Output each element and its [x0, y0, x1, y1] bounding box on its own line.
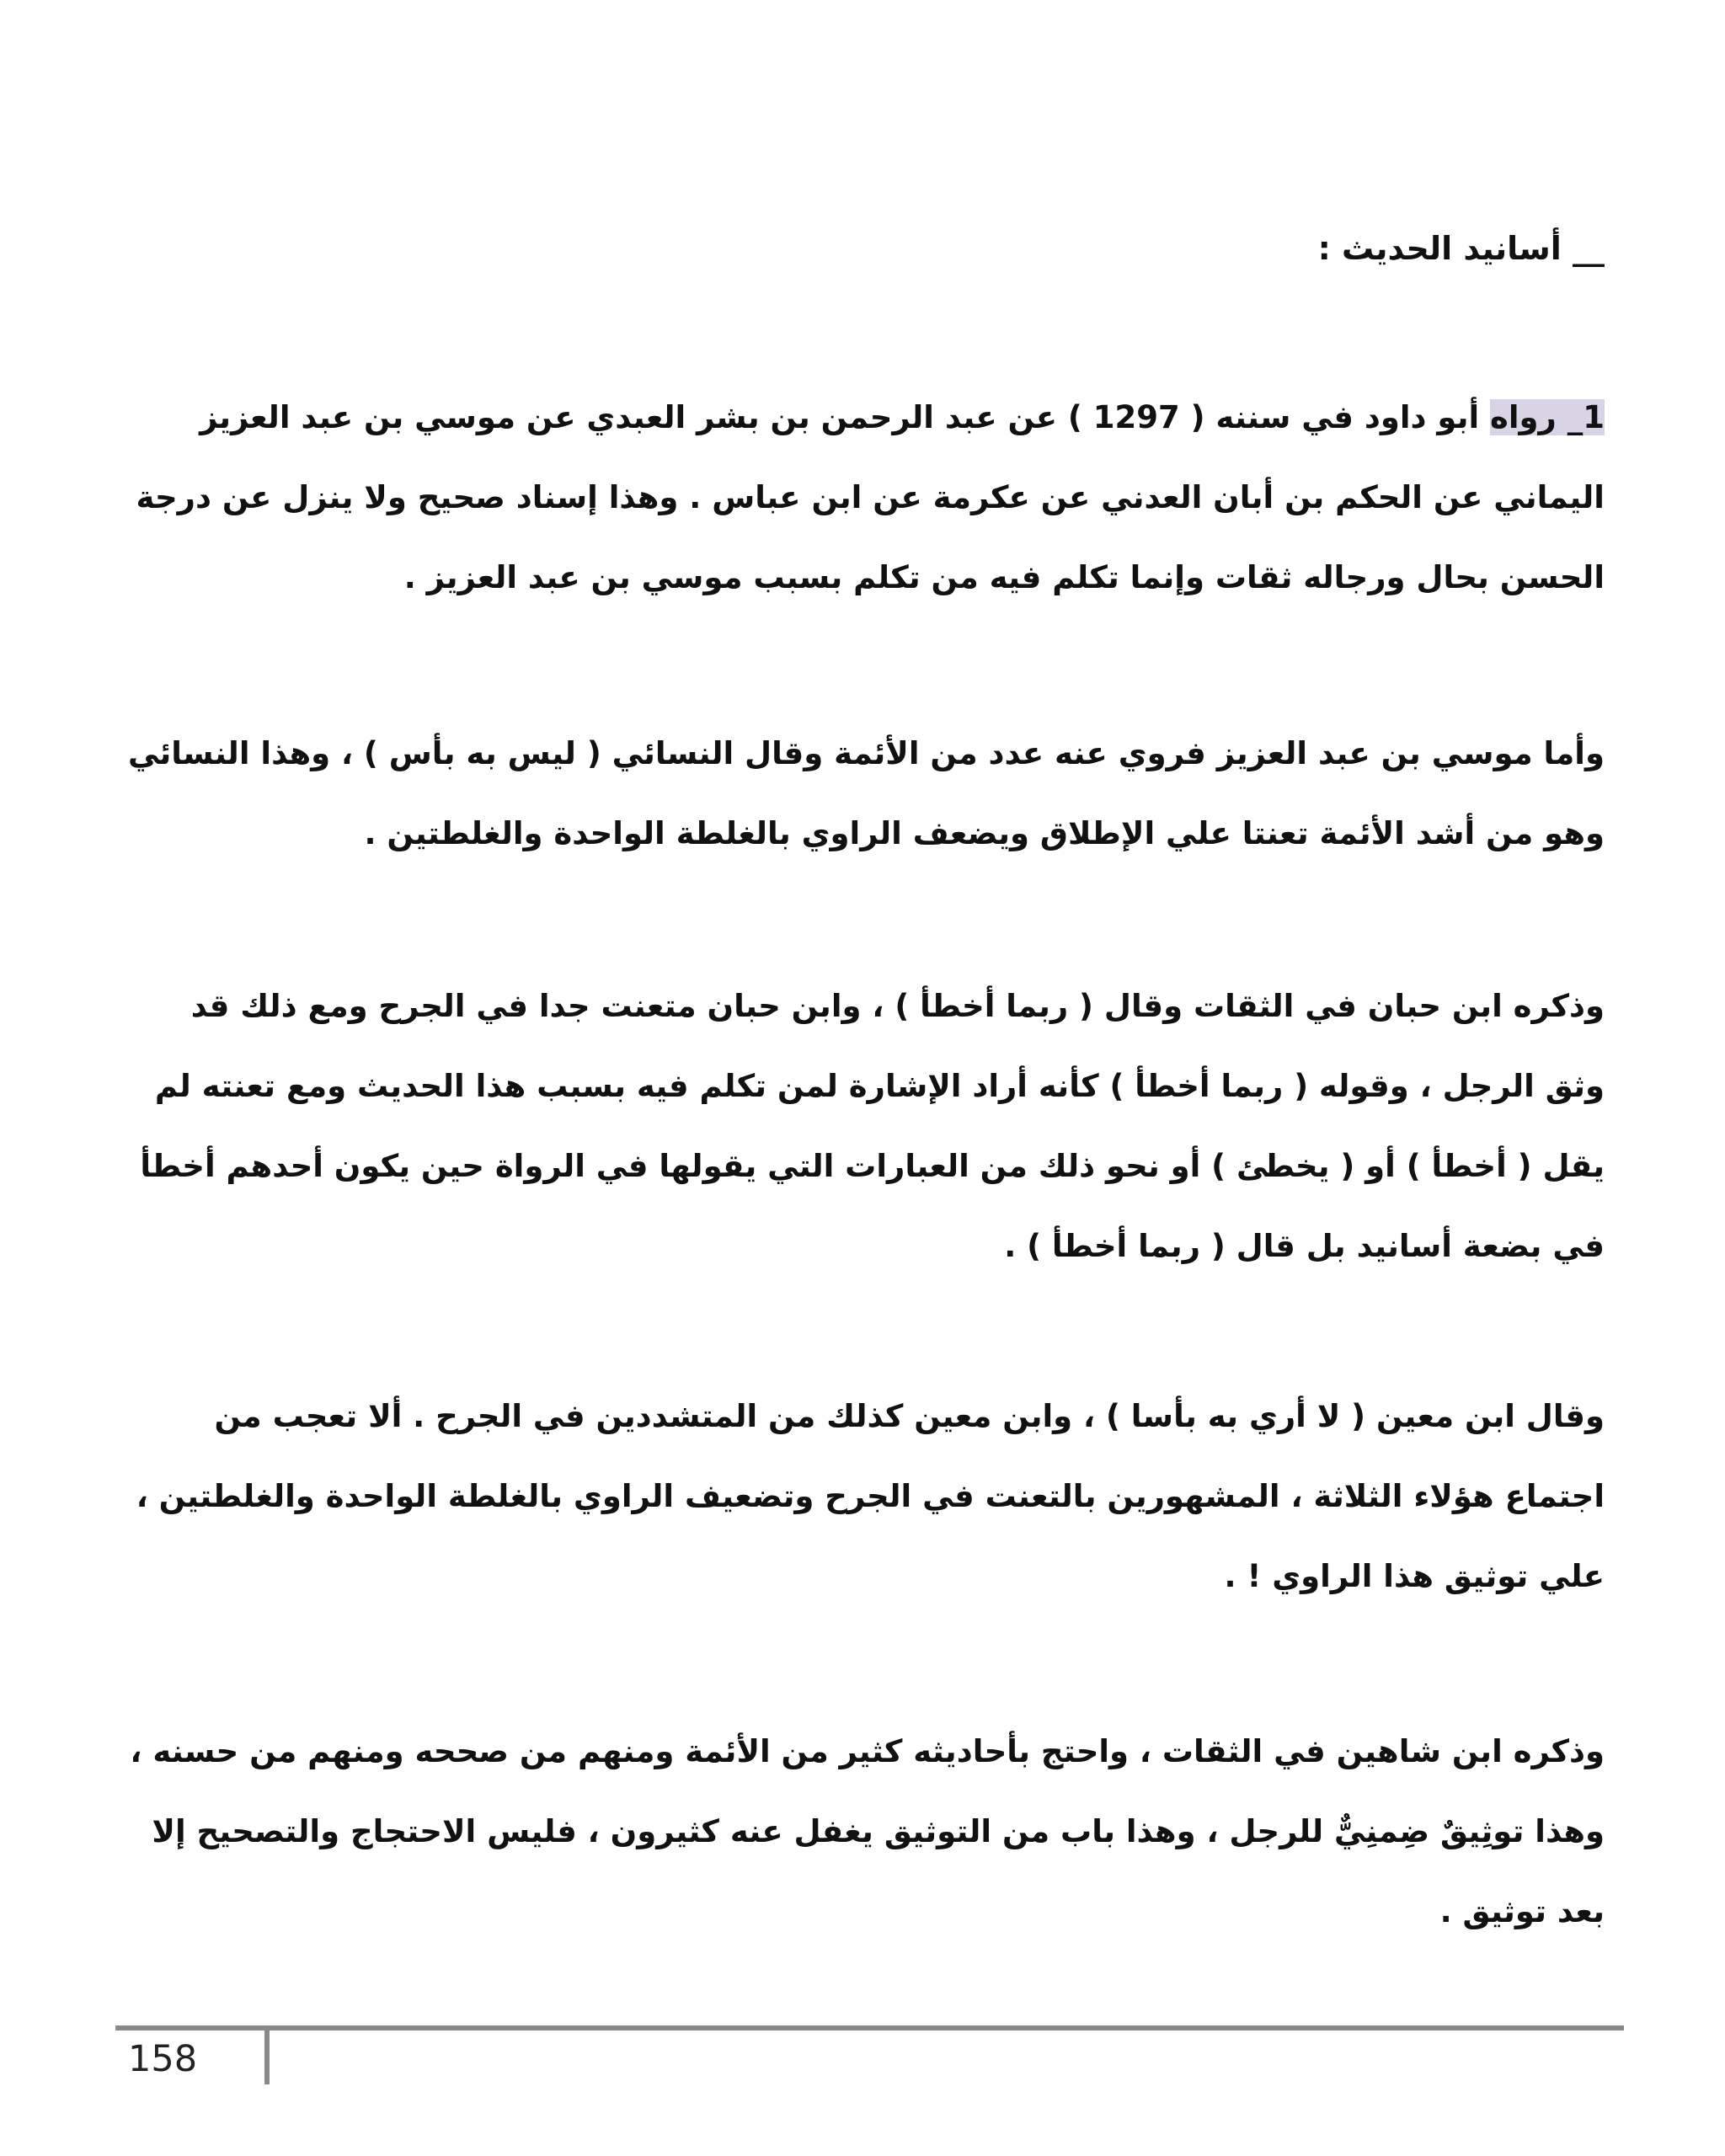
footer-rule — [115, 2025, 1624, 2031]
paragraph-4: وقال ابن معين ( لا أري به بأسا ) ، وابن معين كذلك من المتشددين في الجرح . ألا تعجب من اجتماع هؤلاء الثلاثة ، المشهورين بالتعنت في الجرح وتضعيف الراوي بالغلطة الواحدة والغلطتين ، علي توثيق هذا الراوي ! . — [136, 1398, 1605, 1594]
page-number: 158 — [128, 2038, 198, 2080]
section-heading: __ أسانيد الحديث : — [1317, 230, 1605, 267]
paragraph-2: وأما موسي بن عبد العزيز فروي عنه عدد من الأئمة وقال النسائي ( ليس به بأس ) ، وهذا النسائي وهو من أشد الأئمة تعنتا علي الإطلاق ويضعف الراوي بالغلطة الواحدة والغلطتين . — [127, 735, 1605, 851]
paragraph-3: وذكره ابن حبان في الثقات وقال ( ربما أخطأ ) ، وابن حبان متعنت جدا في الجرح ومع ذلك قد وثق الرجل ، وقوله ( ربما أخطأ ) كأنه أراد الإشارة لمن تكلم فيه بسبب هذا الحديث ومع تعنته لم يقل ( أخطأ ) أو ( يخطئ ) أو نحو ذلك من العبارات التي يقولها في الرواة حين يكون أحدهم أخطأ في بضعة أسانيد بل قال ( ربما أخطأ ) . — [140, 988, 1605, 1264]
paragraph-1 — [122, 377, 1605, 617]
paragraph-5: وذكره ابن شاهين في الثقات ، واحتج بأحاديثه كثير من الأئمة ومنهم من صححه ومنهم من حسنه ، وهذا توثِيقٌ ضِمنِيٌّ للرجل ، وهذا باب من التوثيق يغفل عنه كثيرون ، فليس الاحتجاج والتصحيح إلا بعد توثيق . — [130, 1733, 1605, 1929]
paragraph-1-text: أبو داود في سننه ( 1297 ) عن عبد الرحمن بن بشر العبدي عن موسي بن عبد العزيز اليماني عن الحكم بن أبان العدني عن عكرمة عن ابن عباس . وهذا إسناد صحيح ولا ينزل عن درجة الحسن بحال ورجاله ثقات وإنما تكلم فيه من تكلم بسبب موسي بن عبد العزيز . — [136, 399, 1605, 595]
highlighted-text: 1_ رواه — [1490, 399, 1605, 435]
footer-divider — [264, 2030, 270, 2084]
